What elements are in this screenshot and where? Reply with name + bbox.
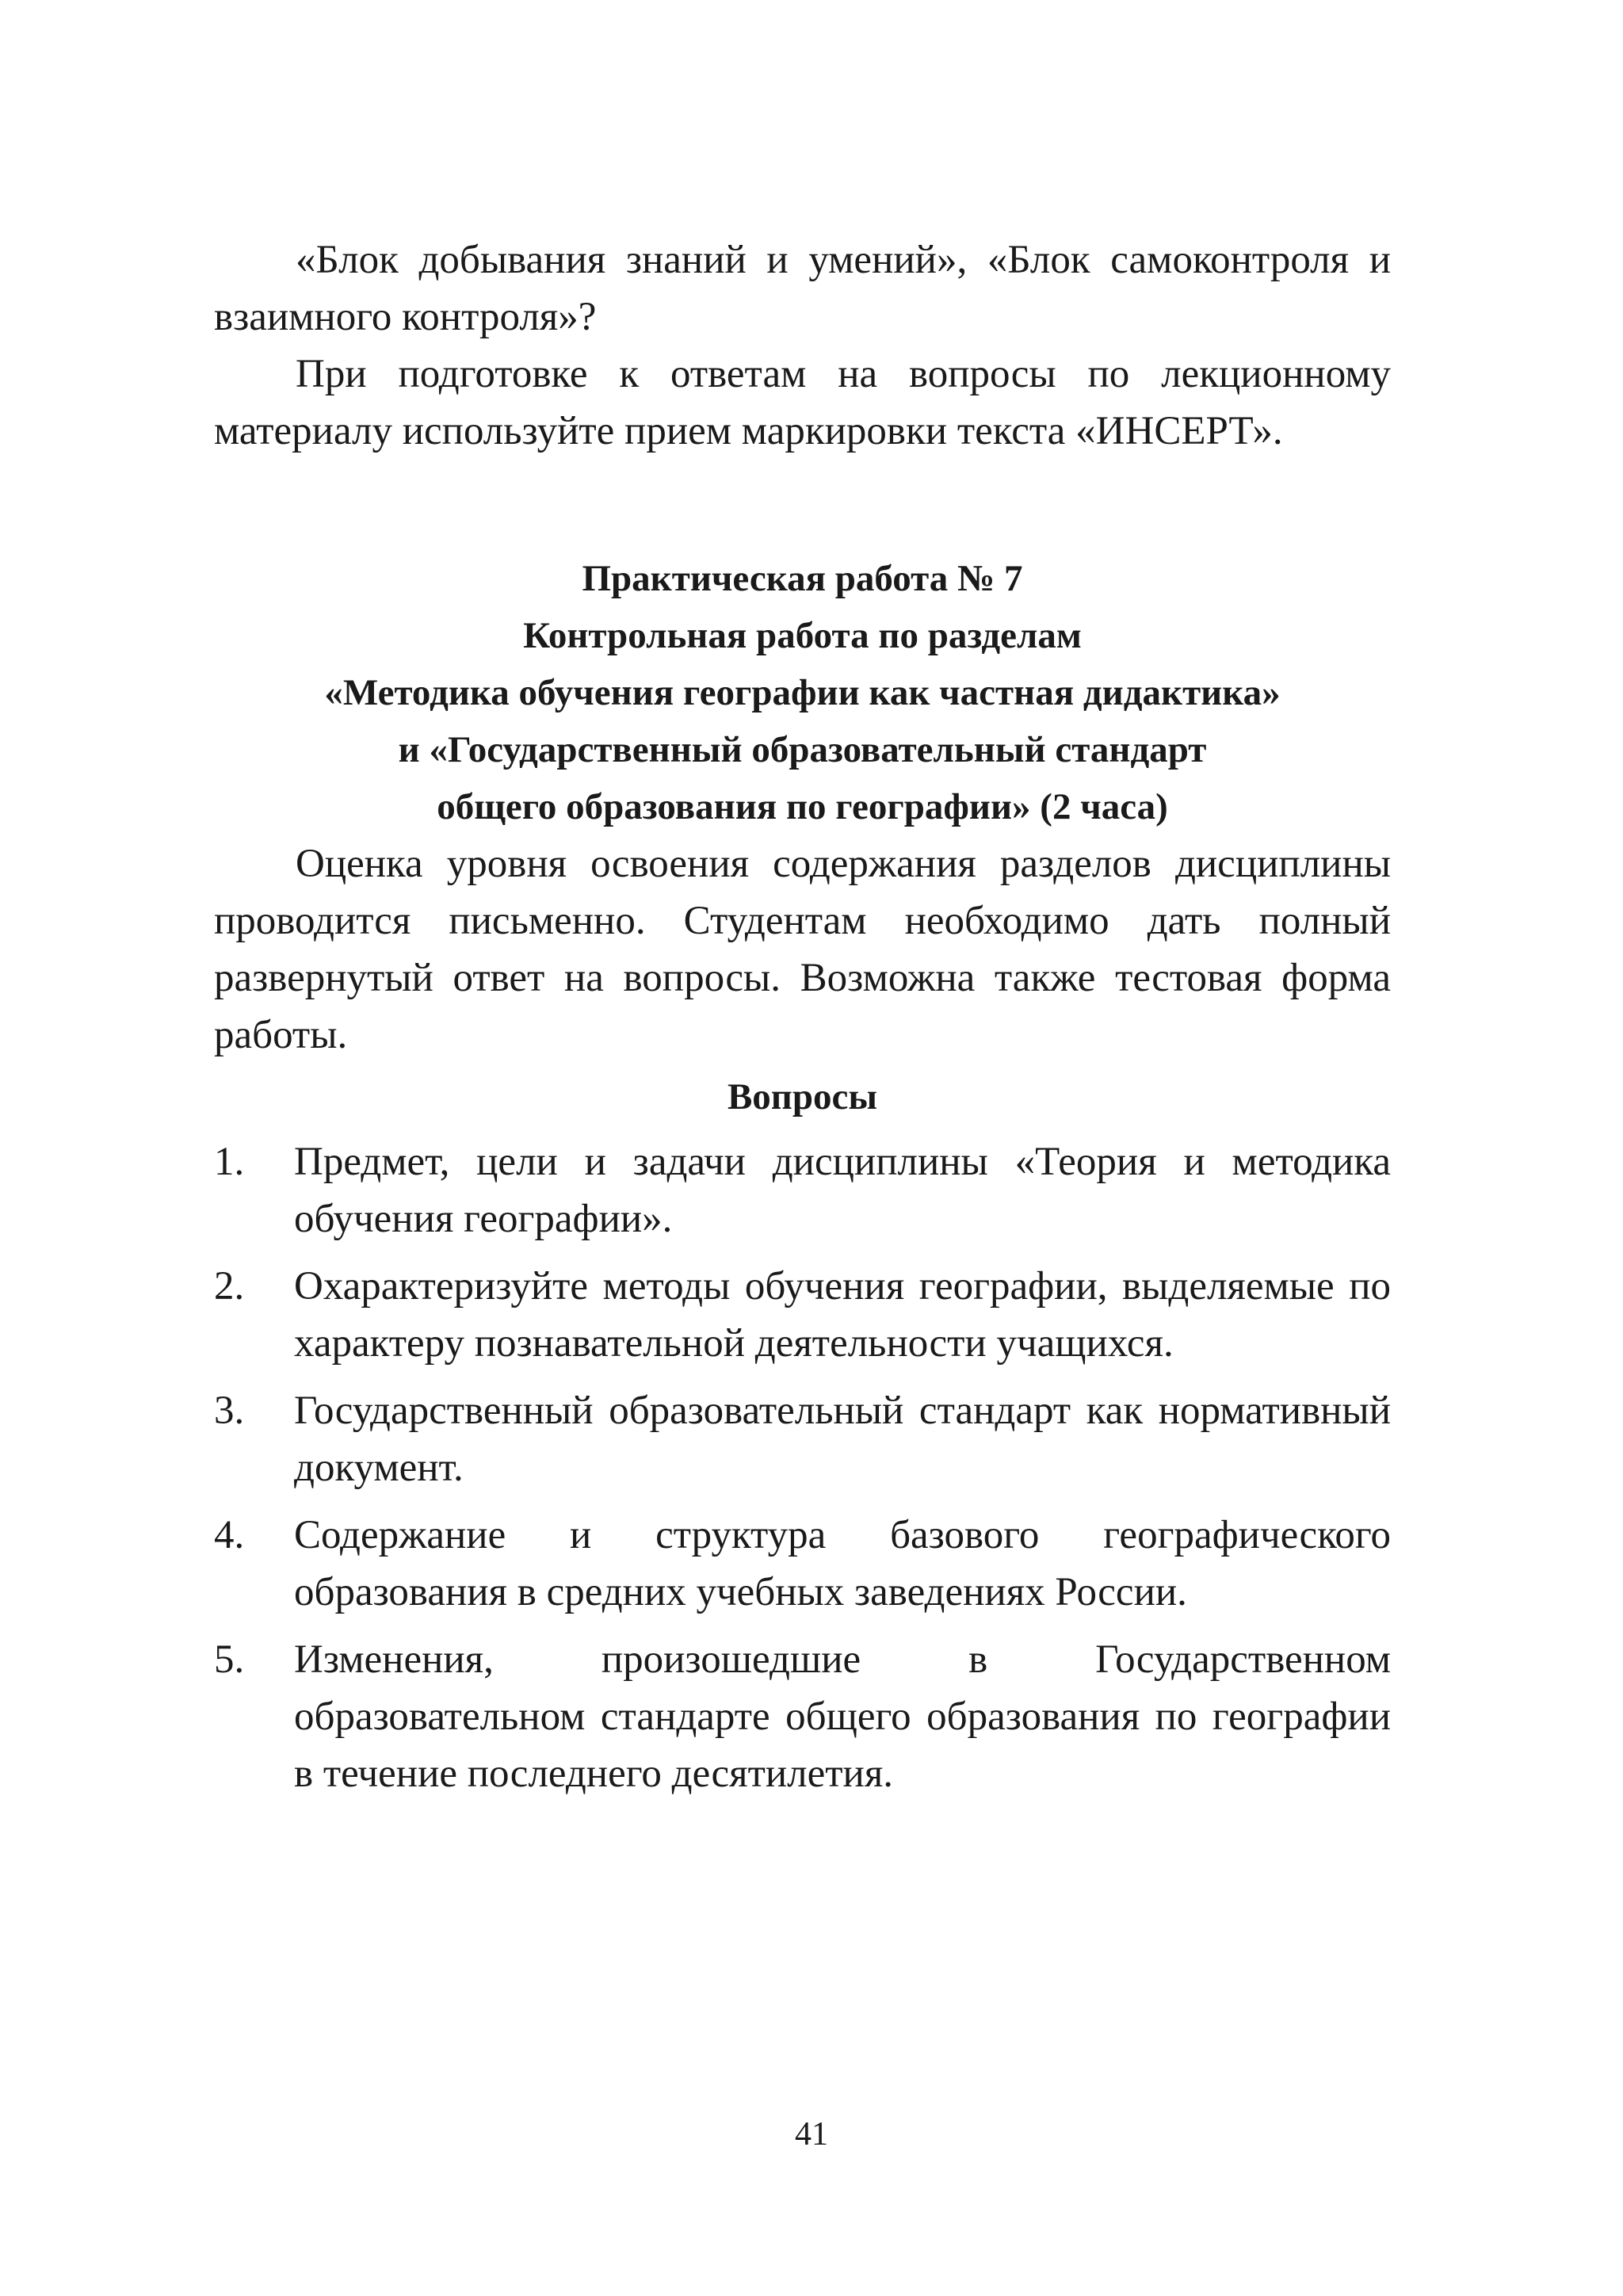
page-number: 41 [795, 2116, 828, 2153]
questions-label: Вопросы [727, 1076, 878, 1117]
heading-line-3: «Методика обучения географии как частная дидактика» [324, 672, 1281, 713]
list-item [214, 1382, 1391, 1496]
list-item-number: 1. [214, 1140, 245, 1184]
list-item [214, 1258, 1391, 1372]
list-item-text: Предмет, цели и задачи дисциплины «Теория и методика обучения географии». [294, 1140, 1391, 1241]
list-item [214, 1631, 1391, 1802]
heading-line-5: общего образования по географии» (2 часа) [437, 786, 1168, 827]
intro-paragraph-1: «Блок добывания знаний и умений», «Блок самоконтроля и взаимного контроля»? [214, 238, 1391, 339]
list-item-text: Охарактеризуйте методы обучения географии, выделяемые по характеру познавательной деятельности учащихся. [294, 1264, 1391, 1366]
list-item-text: Изменения, произошедшие в Государственном образовательном стандарте общего образования по географии в течение последнего десятилетия. [294, 1637, 1391, 1796]
list-item-number: 5. [214, 1637, 245, 1682]
heading-line-4: и «Государственный образовательный стандарт [398, 729, 1207, 770]
body-paragraph: Оценка уровня освоения содержания разделов дисциплины проводится письменно. Студентам необходимо дать полный развернутый ответ на вопросы. Возможна также тестовая форма работы. [214, 842, 1391, 1057]
list-item [214, 1507, 1391, 1621]
heading-line-1: Практическая работа № 7 [582, 558, 1023, 599]
list-item [214, 1133, 1391, 1247]
list-item-text: Государственный образовательный стандарт как нормативный документ. [294, 1389, 1391, 1490]
heading-line-2: Контрольная работа по разделам [523, 615, 1082, 656]
questions-list [214, 1133, 1391, 1802]
list-item-number: 3. [214, 1389, 245, 1433]
list-item-text: Содержание и структура базового географического образования в средних учебных заведениях России. [294, 1513, 1391, 1614]
list-item-number: 2. [214, 1264, 245, 1308]
list-item-number: 4. [214, 1513, 245, 1557]
intro-paragraph-2: При подготовке к ответам на вопросы по лекционному материалу используйте прием маркировки текста «ИНСЕРТ». [214, 352, 1391, 453]
section-heading [214, 550, 1391, 835]
page-content [214, 231, 1391, 1813]
